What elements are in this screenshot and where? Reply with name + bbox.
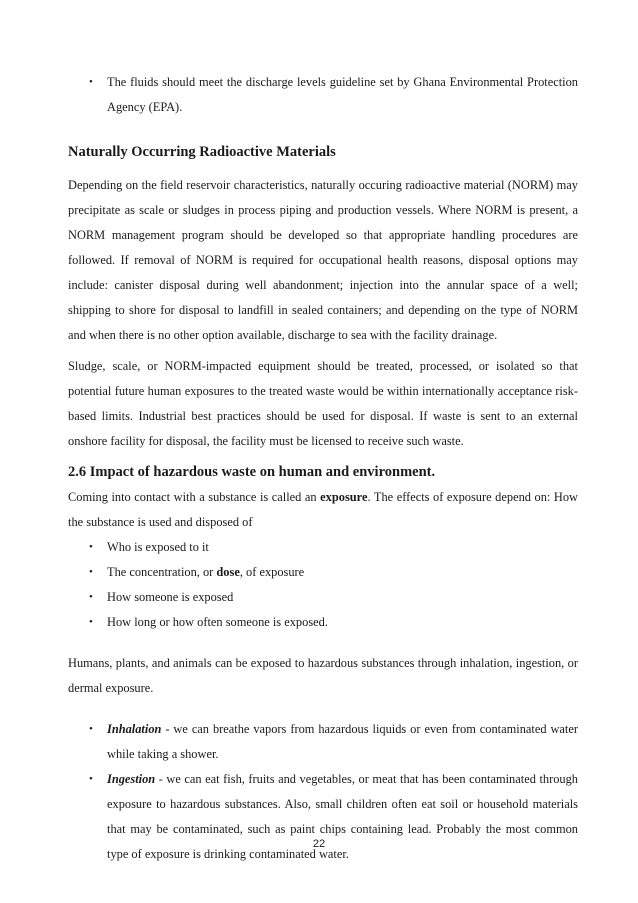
bullet-icon: • (89, 616, 93, 628)
list-item-text: The fluids should meet the discharge levels guideline set by Ghana Environmental Protection Agency (EPA). (107, 75, 578, 114)
section-heading: 2.6 Impact of hazardous waste on human and environment. (68, 464, 436, 480)
page-number: 22 (312, 838, 326, 850)
list-item-text-post: , of exposure (239, 565, 305, 579)
bullet-icon: • (89, 76, 93, 88)
list-item (68, 585, 578, 610)
inhalation-term: Inhalation (107, 722, 162, 736)
inhalation-text: - we can breathe vapors from hazardous liquids or even from contaminated water while taking a shower. (107, 722, 578, 761)
list-item (68, 717, 578, 767)
routes-paragraph: Humans, plants, and animals can be exposed to hazardous substances through inhalation, ingestion, or dermal exposure. (68, 656, 578, 695)
list-item-text: How long or how often someone is exposed. (107, 615, 328, 629)
ingestion-text: - we can eat fish, fruits and vegetables, or meat that has been contaminated through exposure to hazardous substances. Also, small children often eat soil or household materials that may be contaminated, such as paint chips containing lead. Probably the most common type of exposure is drinking contaminated water. (107, 772, 578, 861)
norm-paragraph-2: Sludge, scale, or NORM-impacted equipment should be treated, processed, or isolated so that potential future human exposures to the treated waste would be within internationally acceptance risk-based limits. Industrial best practices should be used for disposal. If waste is sent to an external onshore facility for disposal, the facility must be licensed to receive such waste. (68, 359, 578, 448)
document-page (68, 70, 578, 867)
list-item (68, 767, 578, 867)
exposure-bullet-list (68, 535, 578, 635)
bullet-icon: • (89, 723, 93, 735)
exposure-text-pre: Coming into contact with a substance is called an (68, 490, 321, 504)
list-item (68, 610, 578, 635)
list-item (68, 535, 578, 560)
list-item (68, 560, 578, 585)
exposure-term: exposure (320, 490, 368, 504)
ingestion-term: Ingestion (107, 772, 156, 786)
norm-heading: Naturally Occurring Radioactive Materials (68, 144, 336, 160)
list-item-text: Who is exposed to it (107, 540, 209, 554)
top-bullet-list (68, 70, 578, 120)
bullet-icon: • (89, 591, 93, 603)
list-item-text: How someone is exposed (107, 590, 234, 604)
exposure-text-post: . The effects of exposure depend on: How the substance is used and disposed of (68, 490, 578, 529)
list-item-text-pre: The concentration, or (107, 565, 217, 579)
bullet-icon: • (89, 541, 93, 553)
dose-term: dose (216, 565, 240, 579)
bullet-icon: • (89, 566, 93, 578)
list-item (68, 70, 578, 120)
bullet-icon: • (89, 773, 93, 785)
exposure-paragraph (68, 485, 578, 535)
norm-paragraph-1: Depending on the field reservoir characteristics, naturally occuring radioactive material (NORM) may precipitate as scale or sludges in process piping and production vessels. Where NORM is present, a NORM management program should be developed so that appropriate handling procedures are followed. If removal of NORM is required for occupational health reasons, disposal options may include: canister disposal during well abandonment; injection into the annular space of a well; shipping to shore for disposal to landfill in sealed containers; and depending on the type of NORM and when there is no other option available, discharge to sea with the facility drainage. (68, 178, 578, 342)
